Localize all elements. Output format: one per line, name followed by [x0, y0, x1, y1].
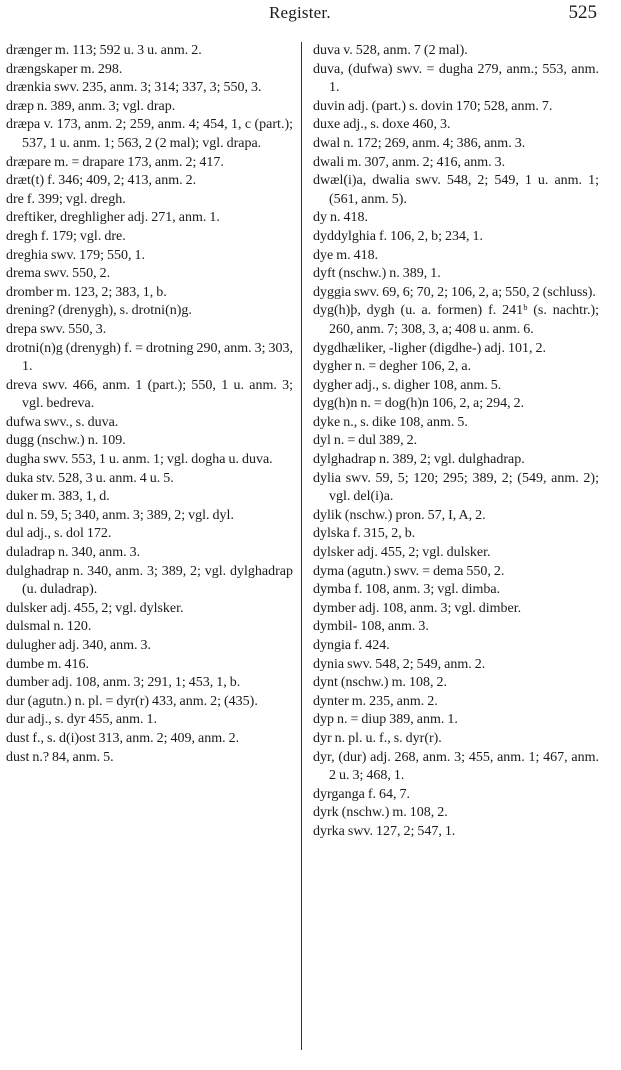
running-title: Register.: [269, 3, 331, 22]
register-entry: dynter m. 235, anm. 2.: [313, 693, 438, 709]
register-entry: dyggia swv. 69, 6; 70, 2; 106, 2, a; 550, 2 (schluss).: [313, 284, 596, 300]
register-entry: dufwa swv., s. duva.: [6, 414, 119, 430]
register-entry: dreghia swv. 179; 550, 1.: [6, 247, 146, 263]
register-entry: dreva swv. 466, anm. 1 (part.); 550, 1 u. anm. 3; vgl. bedreva.: [6, 377, 293, 412]
register-entry: dyma (agutn.) swv. = dema 550, 2.: [313, 563, 505, 579]
register-entry: dromber m. 123, 2; 383, 1, b.: [6, 284, 167, 300]
register-entry: dyrk (nschw.) m. 108, 2.: [313, 805, 448, 821]
register-entry: dwæl(i)a, dwalia swv. 548, 2; 549, 1 u. anm. 1; (561, anm. 5).: [313, 173, 599, 207]
register-entry: dre f. 399; vgl. dregh.: [6, 191, 126, 207]
register-entry: dumbe m. 416.: [6, 656, 89, 672]
page-number: 525: [568, 2, 597, 23]
page-header: [0, 3, 621, 25]
register-entry: dræpare m. = drapare 173, anm. 2; 417.: [6, 154, 224, 170]
register-entry: drænger m. 113; 592 u. 3 u. anm. 2.: [6, 43, 202, 58]
register-entry: dul n. 59, 5; 340, anm. 3; 389, 2; vgl. dyl.: [6, 507, 234, 523]
register-entry: dygher adj., s. digher 108, anm. 5.: [313, 377, 502, 393]
register-entry: dulsker adj. 455, 2; vgl. dylsker.: [6, 600, 184, 616]
register-entry: dræt(t) f. 346; 409, 2; 413, anm. 2.: [6, 173, 197, 189]
register-entry: dulugher adj. 340, anm. 3.: [6, 638, 151, 653]
register-entry: dylik (nschw.) pron. 57, I, A, 2.: [313, 507, 486, 523]
register-entry: dur (agutn.) n. pl. = dyr(r) 433, anm. 2; (435).: [6, 693, 258, 709]
register-entry: dyr, (dur) adj. 268, anm. 3; 455, anm. 1; 467, anm. 2 u. 3; 468, 1.: [313, 749, 599, 784]
register-entry: dyr n. pl. u. f., s. dyr(r).: [313, 730, 442, 746]
register-entry: dyl n. = dul 389, 2.: [313, 433, 418, 449]
register-entry: dregh f. 179; vgl. dre.: [6, 228, 126, 244]
register-entry: dygdhæliker, -ligher (digdhe-) adj. 101, 2.: [313, 340, 546, 356]
register-entry: dylia swv. 59, 5; 120; 295; 389, 2; (549, anm. 2); vgl. del(i)a.: [313, 470, 599, 505]
register-entry: dyg(h)þ, dygh (u. a. formen) f. 241ᵇ (s. nachtr.); 260, anm. 7; 308, 3, a; 408 u. anm. 6.: [313, 303, 599, 337]
register-entry: dynt (nschw.) m. 108, 2.: [313, 675, 447, 691]
register-entry: dugha swv. 553, 1 u. anm. 1; vgl. dogha u. duva.: [6, 452, 273, 468]
register-entry: dwali m. 307, anm. 2; 416, anm. 3.: [313, 154, 506, 170]
register-entry: duka stv. 528, 3 u. anm. 4 u. 5.: [6, 470, 174, 486]
register-entry: dylsker adj. 455, 2; vgl. dulsker.: [313, 545, 491, 561]
register-entry: dulghadrap n. 340, anm. 3; 389, 2; vgl. dylghadrap (u. duladrap).: [6, 563, 293, 598]
register-entry: dur adj., s. dyr 455, anm. 1.: [6, 712, 157, 728]
register-entry: dulsmal n. 120.: [6, 619, 92, 635]
register-entry: drænkia swv. 235, anm. 3; 314; 337, 3; 550, 3.: [6, 80, 262, 96]
register-entry: dy n. 418.: [313, 210, 368, 226]
register-entry: dymba f. 108, anm. 3; vgl. dimba.: [313, 582, 501, 598]
register-column-right: [313, 42, 599, 842]
register-entry: dræp n. 389, anm. 3; vgl. drap.: [6, 98, 176, 114]
register-entry: drotni(n)g (drenygh) f. = drotning 290, anm. 3; 303, 1.: [6, 340, 293, 375]
register-entry: dyrka swv. 127, 2; 547, 1.: [313, 823, 456, 839]
register-entry: dumber adj. 108, anm. 3; 291, 1; 453, 1, b.: [6, 675, 241, 691]
register-entry: dwal n. 172; 269, anm. 4; 386, anm. 3.: [313, 135, 526, 151]
register-entry: dyft (nschw.) n. 389, 1.: [313, 266, 441, 282]
register-entry: dyg(h)n n. = dog(h)n 106, 2, a; 294, 2.: [313, 396, 525, 412]
register-entry: duladrap n. 340, anm. 3.: [6, 545, 141, 561]
register-entry: dynia swv. 548, 2; 549, anm. 2.: [313, 656, 486, 672]
register-entry: duxe adj., s. doxe 460, 3.: [313, 117, 451, 133]
register-entry: dust f., s. d(i)ost 313, anm. 2; 409, anm. 2.: [6, 730, 240, 746]
register-entry: duvin adj. (part.) s. dovin 170; 528, anm. 7.: [313, 98, 553, 114]
register-entry: duva v. 528, anm. 7 (2 mal).: [313, 43, 468, 58]
column-divider: [301, 42, 302, 1050]
register-entry: dreftiker, dreghligher adj. 271, anm. 1.: [6, 210, 220, 226]
register-entry: drængskaper m. 298.: [6, 61, 123, 77]
register-column-left: [6, 42, 293, 767]
register-entry: dust n.? 84, anm. 5.: [6, 749, 114, 765]
register-entry: dye m. 418.: [313, 247, 379, 263]
register-entry: duva, (dufwa) swv. = dugha 279, anm.; 553, anm. 1.: [313, 61, 599, 96]
register-entry: dugg (nschw.) n. 109.: [6, 433, 126, 449]
register-entry: dyp n. = diup 389, anm. 1.: [313, 712, 458, 728]
register-entry: dyddylghia f. 106, 2, b; 234, 1.: [313, 228, 484, 244]
register-entry: drepa swv. 550, 3.: [6, 321, 107, 337]
register-entry: dyngia f. 424.: [313, 638, 390, 653]
register-entry: dygher n. = degher 106, 2, a.: [313, 359, 472, 375]
register-entry: dræpa v. 173, anm. 2; 259, anm. 4; 454, 1, c (part.); 537, 1 u. anm. 1; 563, 2 (2 mal); vgl. drapa.: [6, 117, 293, 151]
register-entry: dul adj., s. dol 172.: [6, 526, 112, 542]
register-entry: dylska f. 315, 2, b.: [313, 526, 416, 542]
register-entry: drening? (drenygh), s. drotni(n)g.: [6, 303, 192, 319]
register-entry: drema swv. 550, 2.: [6, 266, 111, 282]
register-entry: dyke n., s. dike 108, anm. 5.: [313, 414, 468, 430]
register-entry: dylghadrap n. 389, 2; vgl. dulghadrap.: [313, 452, 525, 468]
register-entry: duker m. 383, 1, d.: [6, 489, 110, 505]
register-entry: dyrganga f. 64, 7.: [313, 786, 410, 802]
register-entry: dymbil- 108, anm. 3.: [313, 619, 429, 635]
register-entry: dymber adj. 108, anm. 3; vgl. dimber.: [313, 600, 522, 616]
